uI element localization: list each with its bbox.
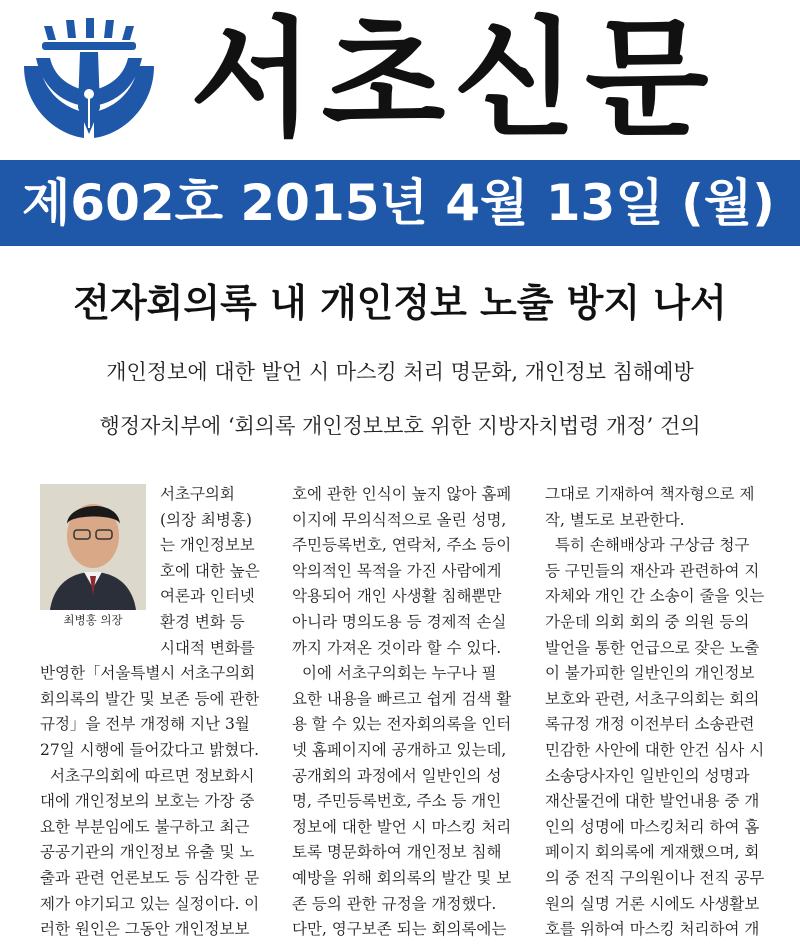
article-line: 작, 별도로 보관한다. — [545, 510, 685, 529]
article-line: 의 중 전직 구의원이나 전직 공무 — [545, 868, 765, 887]
article-line: 러한 원인은 그동안 개인정보보 — [40, 920, 250, 939]
article-line: 서초구의회 — [160, 485, 235, 503]
masthead — [0, 0, 800, 160]
article-headline: 전자회의록 내 개인정보 노출 방지 나서 — [73, 281, 727, 325]
article-line: 다만, 영구보존 되는 회의록에는 — [292, 920, 507, 939]
article-line: 공개회의 과정에서 일반인의 성 — [292, 766, 502, 785]
article-line: 호에 관한 인식이 높지 않아 홈페 — [292, 485, 512, 503]
article-column-1 — [40, 482, 272, 943]
article-line: 이에 서초구의회는 누구나 필 — [302, 664, 497, 683]
article-line: 특히 손해배상과 구상금 청구 — [555, 536, 750, 555]
article-line: 이 불가피한 일반인의 개인정보 — [545, 664, 755, 683]
article-line: 민감한 사안에 대한 안건 심사 시 — [545, 740, 765, 759]
article-line: 록규정 개정 이전부터 소송관련 — [545, 715, 755, 734]
article-line: 악의적인 목적을 가진 사람에게 — [292, 561, 502, 580]
article-line: 공공기관의 개인정보 유출 및 노 — [40, 843, 255, 862]
article-line: 원의 실명 거론 시에도 사생활보 — [545, 894, 760, 913]
article-line: 회의록의 발간 및 보존 등에 관한 — [40, 689, 260, 708]
article-line: 대에 개인정보의 보호는 가장 중 — [40, 792, 255, 811]
article-line: (의장 최병홍) — [160, 510, 252, 529]
article-line: 규정」을 전부 개정해 지난 3월 — [40, 715, 250, 734]
article-line: 시대적 변화를 — [160, 638, 255, 657]
article-line: 환경 변화 등 — [160, 612, 245, 631]
article-column-3 — [545, 482, 773, 943]
article-line: 넷 홈페이지에 공개하고 있는데, — [292, 740, 507, 759]
article-line: 인의 성명에 마스킹처리 하여 홈 — [545, 817, 760, 836]
newspaper-title: 서초신문 — [190, 5, 717, 154]
article-line: 출과 관련 언론보도 등 심각한 문 — [40, 868, 260, 887]
article-line: 토록 명문화하여 개인정보 침해 — [292, 843, 502, 862]
article-line: 호에 대한 높은 — [160, 561, 260, 580]
article-line: 보호와 관련, 서초구의회는 회의 — [545, 689, 760, 708]
article-line: 반영한「서울특별시 서초구의회 — [40, 664, 256, 683]
article-line: 요한 내용을 빠르고 쉽게 검색 활 — [292, 689, 512, 708]
article-line: 자체와 개인 간 소송이 줄을 잇는 — [545, 587, 765, 606]
article-line: 용 할 수 있는 전자회의록을 인터 — [292, 715, 512, 734]
article-line: 제가 야기되고 있는 실정이다. 이 — [40, 894, 260, 913]
issue-date: 제602호 2015년 4월 13일 (월) — [22, 174, 776, 232]
article-line: 아니라 명의도용 등 경제적 손실 — [292, 612, 507, 631]
photo-caption: 최병홍 의장 — [63, 613, 123, 627]
article-line: 등 구민들의 재산과 관련하여 지 — [545, 561, 760, 580]
article-line: 소송당사자인 일반인의 성명과 — [545, 766, 750, 785]
article-line: 예방을 위해 회의록의 발간 및 보 — [292, 868, 512, 887]
seocho-district-logo-icon — [14, 16, 164, 146]
article-line: 까지 가져온 것이라 할 수 있다. — [292, 638, 502, 657]
article-line: 요한 부분임에도 불구하고 최근 — [40, 817, 250, 836]
article-subheadline-2: 행정자치부에 ‘회의록 개인정보보호 위한 지방자치법령 개정’ 건의 — [99, 414, 701, 438]
article-line: 존 등의 관한 규정을 개정했다. — [292, 894, 497, 913]
article-line: 발언을 통한 언급으로 잦은 노출 — [545, 638, 760, 657]
article-line: 페이지 회의록에 게재했으며, 회 — [545, 843, 760, 862]
article-line: 여론과 인터넷 — [160, 587, 255, 606]
issue-date-bar — [0, 160, 800, 246]
article-line: 그대로 기재하여 책자형으로 제 — [545, 485, 755, 503]
article-line: 가운데 의회 회의 중 의원 등의 — [545, 612, 750, 631]
article-line: 정보에 대한 발언 시 마스킹 처리 — [292, 817, 512, 836]
article-line: 27일 시행에 들어갔다고 밝혔다. — [40, 740, 260, 759]
article-subheadline-1: 개인정보에 대한 발언 시 마스킹 처리 명문화, 개인정보 침해예방 — [106, 360, 694, 384]
article-line: 재산물건에 대한 발언내용 중 개 — [545, 792, 760, 811]
article-line: 이지에 무의식적으로 올린 성명, — [292, 510, 507, 529]
article-line: 호를 위하여 마스킹 처리하여 개 — [545, 920, 760, 939]
article-line: 주민등록번호, 연락처, 주소 등이 — [292, 536, 512, 555]
article-line: 명, 주민등록번호, 주소 등 개인 — [292, 792, 502, 811]
article-line: 악용되어 개인 사생활 침해뿐만 — [292, 587, 502, 606]
article-line: 는 개인정보보 — [160, 536, 255, 555]
article-column-2 — [292, 482, 520, 943]
article-line: 서초구의회에 따르면 정보화시 — [50, 766, 255, 785]
